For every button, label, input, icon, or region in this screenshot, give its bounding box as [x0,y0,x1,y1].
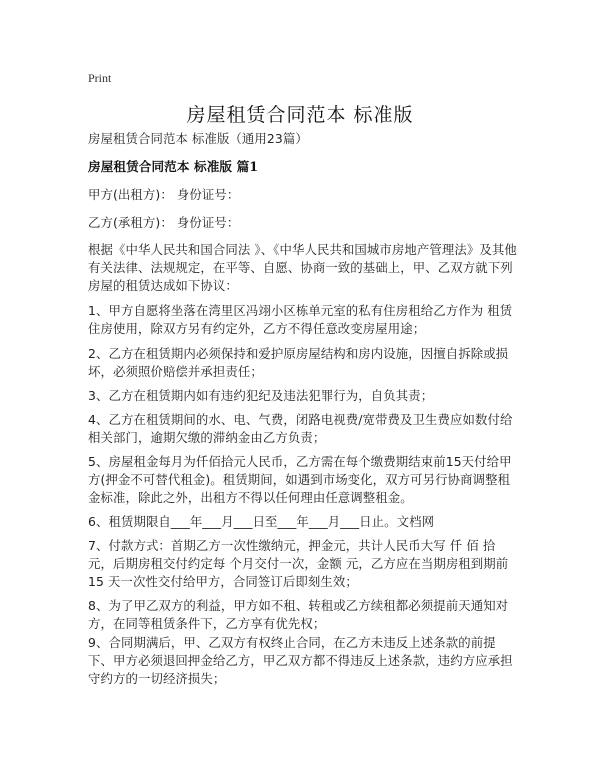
document-title: 房屋租赁合同范本 标准版 [186,104,414,126]
clause-2: 2、乙方在租赁期内必须保持和爱护原房屋结构和房内设施，因擅自拆除或损坏，必须照价赔偿并承担责任； [88,346,509,379]
clause-6: 6、租赁期限自___年___月___日至___年___月___日止。文档网 [88,514,435,529]
print-label: Print [88,71,112,85]
clause-4: 4、乙方在租赁期间的水、电、气费，闭路电视费/宽带费及卫生费应如数付给相关部门，逾期欠缴的滞纳金由乙方负责； [88,412,513,445]
clause-9: 9、合同期满后，甲、乙双方有权终止合同，在乙方未违反上述条款的前提下、甲方必须退回押金给乙方，甲乙双方都不得违反上述条款，违约方应承担守约方的一切经济损失； [88,635,513,686]
section-heading: 房屋租赁合同范本 标准版 篇1 [88,159,259,174]
document-subtitle: 房屋租赁合同范本 标准版（通用23篇） [88,131,308,146]
clause-3: 3、乙方在租赁期内如有违约犯纪及违法犯罪行为，自负其责； [88,388,434,403]
preamble-paragraph: 根据《中华人民共和国合同法 》、《中华人民共和国城市房地产管理法》及其他有关法律、法规规定，在平等、自愿、协商一致的基础上，甲、乙双方就下列房屋的租赁达成如下协议： [88,242,517,293]
party-a-line: 甲方(出租方)： 身份证号： [88,187,240,202]
clause-5: 5、房屋租金每月为仟佰拾元人民币，乙方需在每个缴费期结束前15天付给甲方(押金不可替代租金)。租赁期间，如遇到市场变化，双方可另行协商调整租金标准，除此之外，出租方不得以任何理由任意调整租金。 [88,454,512,505]
clause-1: 1、甲方自愿将坐落在湾里区冯翊小区栋单元室的私有住房租给乙方作为 租赁住房使用，除双方另有约定外，乙方不得任意改变房屋用途； [88,303,513,336]
clause-7: 7、付款方式：首期乙方一次性缴纳元，押金元，共计人民币大写 仟 佰 拾 元，后期房租交付约定每 个月交付一次，金额 元，乙方应在当期房租到期前 15 天一次性交付给甲方，合同签订后即刻生效； [88,538,509,589]
clause-8: 8、为了甲乙双方的利益，甲方如不租、转租或乙方续租都必须提前天通知对方，在同等租赁条件下，乙方享有优先权； [88,598,509,631]
party-b-line: 乙方(承租方)： 身份证号： [88,215,240,230]
